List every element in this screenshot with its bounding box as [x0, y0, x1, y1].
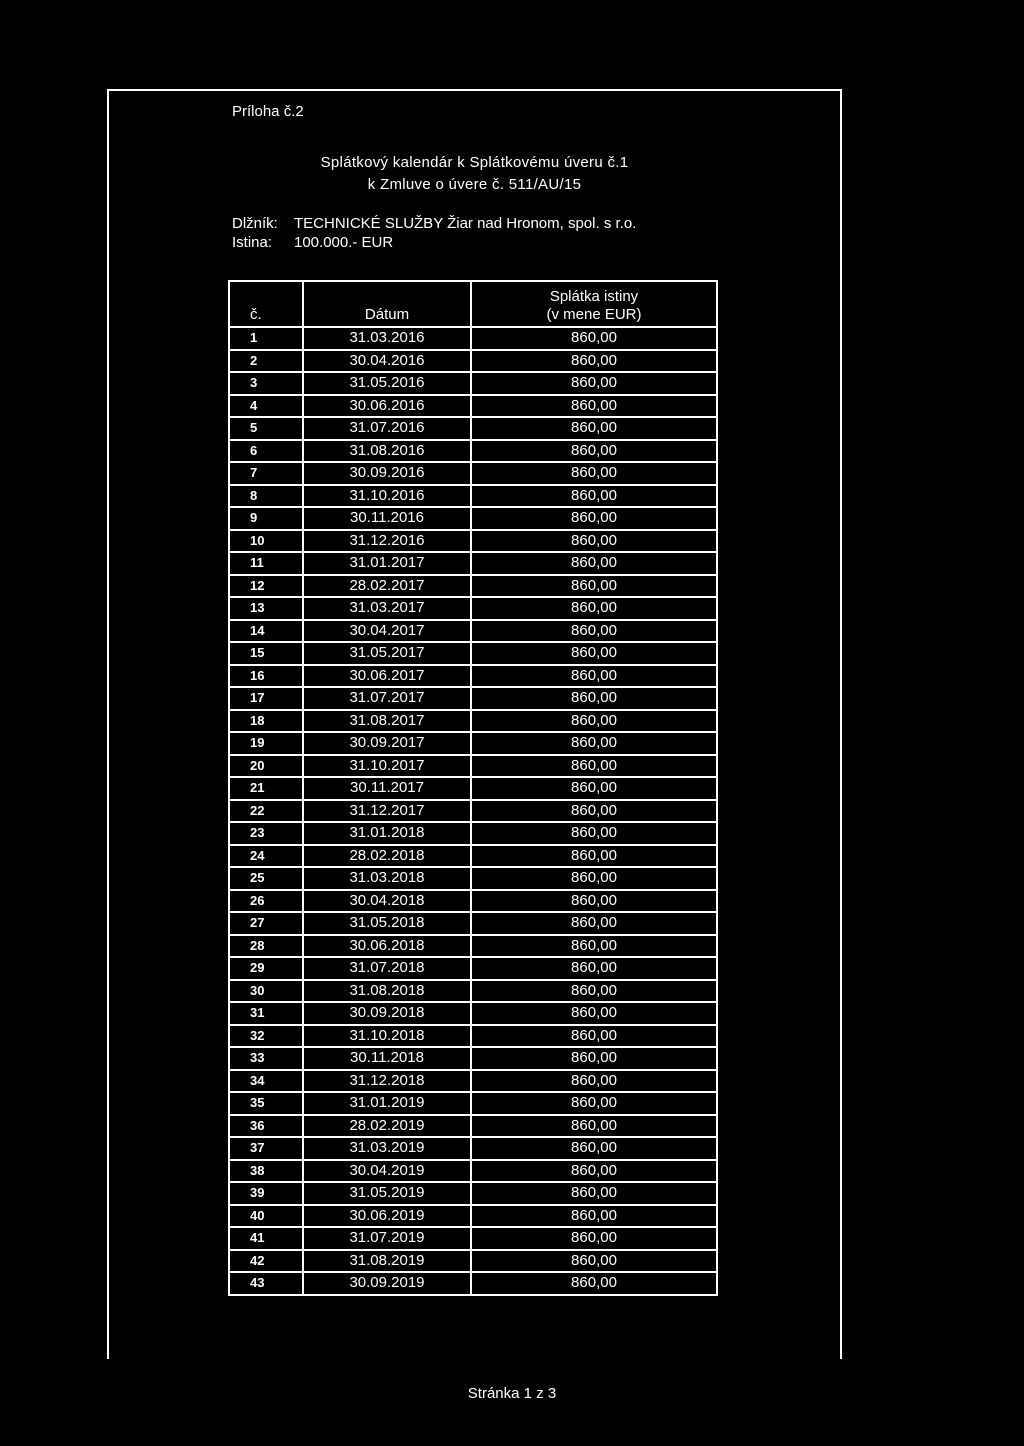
row-amount-cell: 860,00: [471, 687, 717, 710]
row-number-cell: 22: [229, 800, 303, 823]
row-number-cell: 4: [229, 395, 303, 418]
row-date-cell: 31.12.2018: [303, 1070, 471, 1093]
table-row: [229, 1092, 717, 1115]
table-row: [229, 1205, 717, 1228]
row-number-cell: 35: [229, 1092, 303, 1115]
row-amount-cell: 860,00: [471, 597, 717, 620]
row-number-cell: 29: [229, 957, 303, 980]
row-amount-cell: 860,00: [471, 372, 717, 395]
row-number-cell: 37: [229, 1137, 303, 1160]
row-date-cell: 28.02.2017: [303, 575, 471, 598]
table-row: [229, 575, 717, 598]
row-number-cell: 21: [229, 777, 303, 800]
row-amount-cell: 860,00: [471, 980, 717, 1003]
row-amount-cell: 860,00: [471, 957, 717, 980]
row-number-cell: 6: [229, 440, 303, 463]
table-row: [229, 462, 717, 485]
row-date-cell: 31.07.2017: [303, 687, 471, 710]
row-amount-cell: 860,00: [471, 1205, 717, 1228]
row-amount-cell: 860,00: [471, 507, 717, 530]
row-amount-cell: 860,00: [471, 890, 717, 913]
table-row: [229, 350, 717, 373]
row-number-cell: 13: [229, 597, 303, 620]
table-row: [229, 800, 717, 823]
row-number-cell: 33: [229, 1047, 303, 1070]
row-number-cell: 34: [229, 1070, 303, 1093]
principal-line: [232, 234, 393, 251]
row-amount-cell: 860,00: [471, 417, 717, 440]
debtor-label: Dlžník:: [232, 215, 278, 232]
row-date-cell: 30.06.2019: [303, 1205, 471, 1228]
row-amount-cell: 860,00: [471, 1250, 717, 1273]
principal-label: Istina:: [232, 234, 273, 251]
row-date-cell: 28.02.2019: [303, 1115, 471, 1138]
row-amount-cell: 860,00: [471, 777, 717, 800]
table-row: [229, 440, 717, 463]
row-date-cell: 30.04.2018: [303, 890, 471, 913]
row-date-cell: 31.05.2016: [303, 372, 471, 395]
table-row: [229, 417, 717, 440]
table-row: [229, 485, 717, 508]
row-date-cell: 31.03.2018: [303, 867, 471, 890]
row-date-cell: 31.03.2016: [303, 327, 471, 350]
row-date-cell: 31.10.2016: [303, 485, 471, 508]
table-header-row: [229, 281, 717, 327]
row-amount-cell: 860,00: [471, 1025, 717, 1048]
table-row: [229, 822, 717, 845]
row-number-cell: 7: [229, 462, 303, 485]
row-date-cell: 30.06.2016: [303, 395, 471, 418]
row-amount-cell: 860,00: [471, 1272, 717, 1295]
row-number-cell: 25: [229, 867, 303, 890]
column-header-amount-line1: Splátka istiny: [549, 288, 639, 305]
row-date-cell: 31.01.2018: [303, 822, 471, 845]
table-row: [229, 597, 717, 620]
row-amount-cell: 860,00: [471, 1160, 717, 1183]
table-row: [229, 845, 717, 868]
row-number-cell: 17: [229, 687, 303, 710]
row-date-cell: 31.01.2017: [303, 552, 471, 575]
row-number-cell: 15: [229, 642, 303, 665]
row-date-cell: 31.08.2019: [303, 1250, 471, 1273]
row-amount-cell: 860,00: [471, 1070, 717, 1093]
row-number-cell: 24: [229, 845, 303, 868]
row-amount-cell: 860,00: [471, 1227, 717, 1250]
row-number-cell: 9: [229, 507, 303, 530]
row-date-cell: 31.05.2017: [303, 642, 471, 665]
table-row: [229, 395, 717, 418]
table-row: [229, 710, 717, 733]
row-amount-cell: 860,00: [471, 1047, 717, 1070]
row-amount-cell: 860,00: [471, 530, 717, 553]
table-row: [229, 1250, 717, 1273]
row-date-cell: 31.08.2017: [303, 710, 471, 733]
row-date-cell: 31.08.2016: [303, 440, 471, 463]
row-date-cell: 30.06.2017: [303, 665, 471, 688]
row-amount-cell: 860,00: [471, 732, 717, 755]
row-number-cell: 26: [229, 890, 303, 913]
document-title: Splátkový kalendár k Splátkovému úveru č.1: [320, 154, 629, 171]
table-row: [229, 327, 717, 350]
row-number-cell: 38: [229, 1160, 303, 1183]
row-amount-cell: 860,00: [471, 642, 717, 665]
table-row: [229, 1160, 717, 1183]
row-number-cell: 40: [229, 1205, 303, 1228]
row-amount-cell: 860,00: [471, 665, 717, 688]
row-number-cell: 20: [229, 755, 303, 778]
row-date-cell: 30.09.2017: [303, 732, 471, 755]
row-date-cell: 30.04.2017: [303, 620, 471, 643]
row-amount-cell: 860,00: [471, 1092, 717, 1115]
table-row: [229, 1272, 717, 1295]
row-amount-cell: 860,00: [471, 462, 717, 485]
row-date-cell: 31.03.2019: [303, 1137, 471, 1160]
table-row: [229, 755, 717, 778]
table-row: [229, 552, 717, 575]
row-number-cell: 28: [229, 935, 303, 958]
row-date-cell: 30.04.2019: [303, 1160, 471, 1183]
row-amount-cell: 860,00: [471, 620, 717, 643]
row-amount-cell: 860,00: [471, 912, 717, 935]
row-number-cell: 14: [229, 620, 303, 643]
row-number-cell: 30: [229, 980, 303, 1003]
table-row: [229, 642, 717, 665]
row-date-cell: 31.05.2019: [303, 1182, 471, 1205]
row-amount-cell: 860,00: [471, 1002, 717, 1025]
row-number-cell: 32: [229, 1025, 303, 1048]
row-date-cell: 31.01.2019: [303, 1092, 471, 1115]
row-date-cell: 31.07.2018: [303, 957, 471, 980]
table-row: [229, 957, 717, 980]
row-amount-cell: 860,00: [471, 1115, 717, 1138]
row-number-cell: 23: [229, 822, 303, 845]
row-number-cell: 42: [229, 1250, 303, 1273]
row-date-cell: 30.11.2017: [303, 777, 471, 800]
row-number-cell: 11: [229, 552, 303, 575]
table-row: [229, 890, 717, 913]
row-number-cell: 8: [229, 485, 303, 508]
table-row: [229, 1227, 717, 1250]
table-row: [229, 372, 717, 395]
table-row: [229, 1182, 717, 1205]
column-header-number: č.: [229, 281, 303, 327]
row-date-cell: 31.05.2018: [303, 912, 471, 935]
row-date-cell: 30.06.2018: [303, 935, 471, 958]
row-amount-cell: 860,00: [471, 935, 717, 958]
row-date-cell: 31.03.2017: [303, 597, 471, 620]
row-date-cell: 30.11.2018: [303, 1047, 471, 1070]
table-row: [229, 912, 717, 935]
table-row: [229, 665, 717, 688]
row-amount-cell: 860,00: [471, 710, 717, 733]
row-number-cell: 43: [229, 1272, 303, 1295]
table-row: [229, 935, 717, 958]
row-date-cell: 31.08.2018: [303, 980, 471, 1003]
row-number-cell: 27: [229, 912, 303, 935]
row-date-cell: 30.11.2016: [303, 507, 471, 530]
row-date-cell: 30.09.2019: [303, 1272, 471, 1295]
row-amount-cell: 860,00: [471, 440, 717, 463]
table-row: [229, 777, 717, 800]
table-row: [229, 687, 717, 710]
row-date-cell: 30.09.2018: [303, 1002, 471, 1025]
row-number-cell: 5: [229, 417, 303, 440]
row-date-cell: 31.10.2017: [303, 755, 471, 778]
row-amount-cell: 860,00: [471, 822, 717, 845]
table-row: [229, 1115, 717, 1138]
table-row: [229, 980, 717, 1003]
row-date-cell: 31.07.2019: [303, 1227, 471, 1250]
row-date-cell: 30.04.2016: [303, 350, 471, 373]
debtor-value: TECHNICKÉ SLUŽBY Žiar nad Hronom, spol. s r.o.: [294, 215, 637, 232]
column-header-amount-line2: (v mene EUR): [546, 306, 642, 323]
row-amount-cell: 860,00: [471, 327, 717, 350]
table-row: [229, 732, 717, 755]
row-date-cell: 30.09.2016: [303, 462, 471, 485]
row-amount-cell: 860,00: [471, 1182, 717, 1205]
table-row: [229, 1025, 717, 1048]
debtor-line: [232, 215, 636, 232]
page-number: Stránka 1 z 3: [467, 1385, 557, 1402]
row-date-cell: 28.02.2018: [303, 845, 471, 868]
row-amount-cell: 860,00: [471, 1137, 717, 1160]
row-number-cell: 10: [229, 530, 303, 553]
row-date-cell: 31.12.2016: [303, 530, 471, 553]
row-amount-cell: 860,00: [471, 845, 717, 868]
row-number-cell: 16: [229, 665, 303, 688]
table-row: [229, 867, 717, 890]
table-row: [229, 1070, 717, 1093]
table-row: [229, 1047, 717, 1070]
row-date-cell: 31.12.2017: [303, 800, 471, 823]
row-amount-cell: 860,00: [471, 485, 717, 508]
row-number-cell: 19: [229, 732, 303, 755]
row-amount-cell: 860,00: [471, 867, 717, 890]
row-amount-cell: 860,00: [471, 350, 717, 373]
table-row: [229, 530, 717, 553]
row-number-cell: 18: [229, 710, 303, 733]
principal-value: 100.000.- EUR: [294, 234, 394, 251]
row-amount-cell: 860,00: [471, 395, 717, 418]
row-number-cell: 2: [229, 350, 303, 373]
row-number-cell: 31: [229, 1002, 303, 1025]
column-header-amount: [471, 281, 717, 327]
column-header-date: Dátum: [303, 281, 471, 327]
row-number-cell: 12: [229, 575, 303, 598]
table-row: [229, 1137, 717, 1160]
row-amount-cell: 860,00: [471, 755, 717, 778]
row-number-cell: 36: [229, 1115, 303, 1138]
row-amount-cell: 860,00: [471, 575, 717, 598]
row-number-cell: 41: [229, 1227, 303, 1250]
table-row: [229, 507, 717, 530]
table-row: [229, 1002, 717, 1025]
row-number-cell: 1: [229, 327, 303, 350]
table-row: [229, 620, 717, 643]
row-amount-cell: 860,00: [471, 800, 717, 823]
document-subtitle: k Zmluve o úvere č. 511/AU/15: [367, 176, 582, 193]
row-amount-cell: 860,00: [471, 552, 717, 575]
annex-label: Príloha č.2: [232, 103, 304, 120]
row-date-cell: 31.10.2018: [303, 1025, 471, 1048]
repayment-schedule-table: [228, 280, 718, 1296]
row-number-cell: 3: [229, 372, 303, 395]
row-date-cell: 31.07.2016: [303, 417, 471, 440]
row-number-cell: 39: [229, 1182, 303, 1205]
